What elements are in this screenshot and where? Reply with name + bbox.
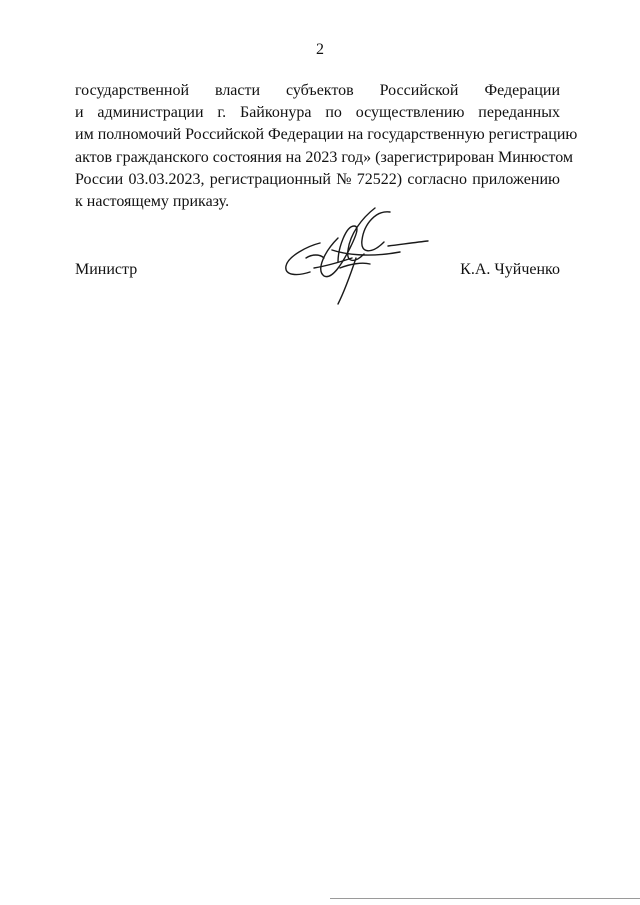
word: России	[75, 170, 124, 188]
word: г.	[217, 104, 227, 122]
page-number: 2	[316, 41, 324, 58]
line-text: актов гражданского состояния на 2023 год» (зарегистрирован Минюстом	[75, 148, 574, 166]
text-line	[75, 80, 560, 102]
word: по	[325, 104, 342, 122]
text-line	[75, 124, 578, 146]
text-line	[75, 169, 560, 191]
word: переданных	[478, 104, 560, 122]
signatory-title: Министр	[75, 261, 138, 278]
word: государственной	[75, 82, 190, 99]
word: 03.03.2023,	[128, 170, 205, 188]
word: согласно	[407, 170, 467, 188]
text-line	[75, 102, 560, 124]
word: регистрационный	[209, 170, 331, 188]
line-text: им полномочий Российской Федерации на государственную регистрацию	[75, 126, 578, 144]
word: субъектов	[286, 82, 354, 99]
signature-block	[75, 254, 560, 282]
word: 72522)	[356, 170, 403, 188]
word: и	[75, 104, 84, 122]
text-line	[75, 147, 574, 169]
handwritten-signature	[280, 198, 430, 308]
word: приложению	[472, 170, 560, 188]
body-paragraph	[75, 80, 578, 213]
word: осуществлению	[355, 104, 465, 122]
word: Байконура	[240, 104, 312, 122]
word: №	[336, 170, 352, 188]
word: Федерации	[484, 82, 560, 99]
word: власти	[214, 82, 261, 99]
signatory-name: К.А. Чуйченко	[460, 261, 560, 278]
word: Российской	[379, 82, 459, 99]
scan-edge-line	[330, 898, 640, 899]
word: администрации	[97, 104, 204, 122]
line-text: к настоящему приказу.	[75, 193, 230, 211]
